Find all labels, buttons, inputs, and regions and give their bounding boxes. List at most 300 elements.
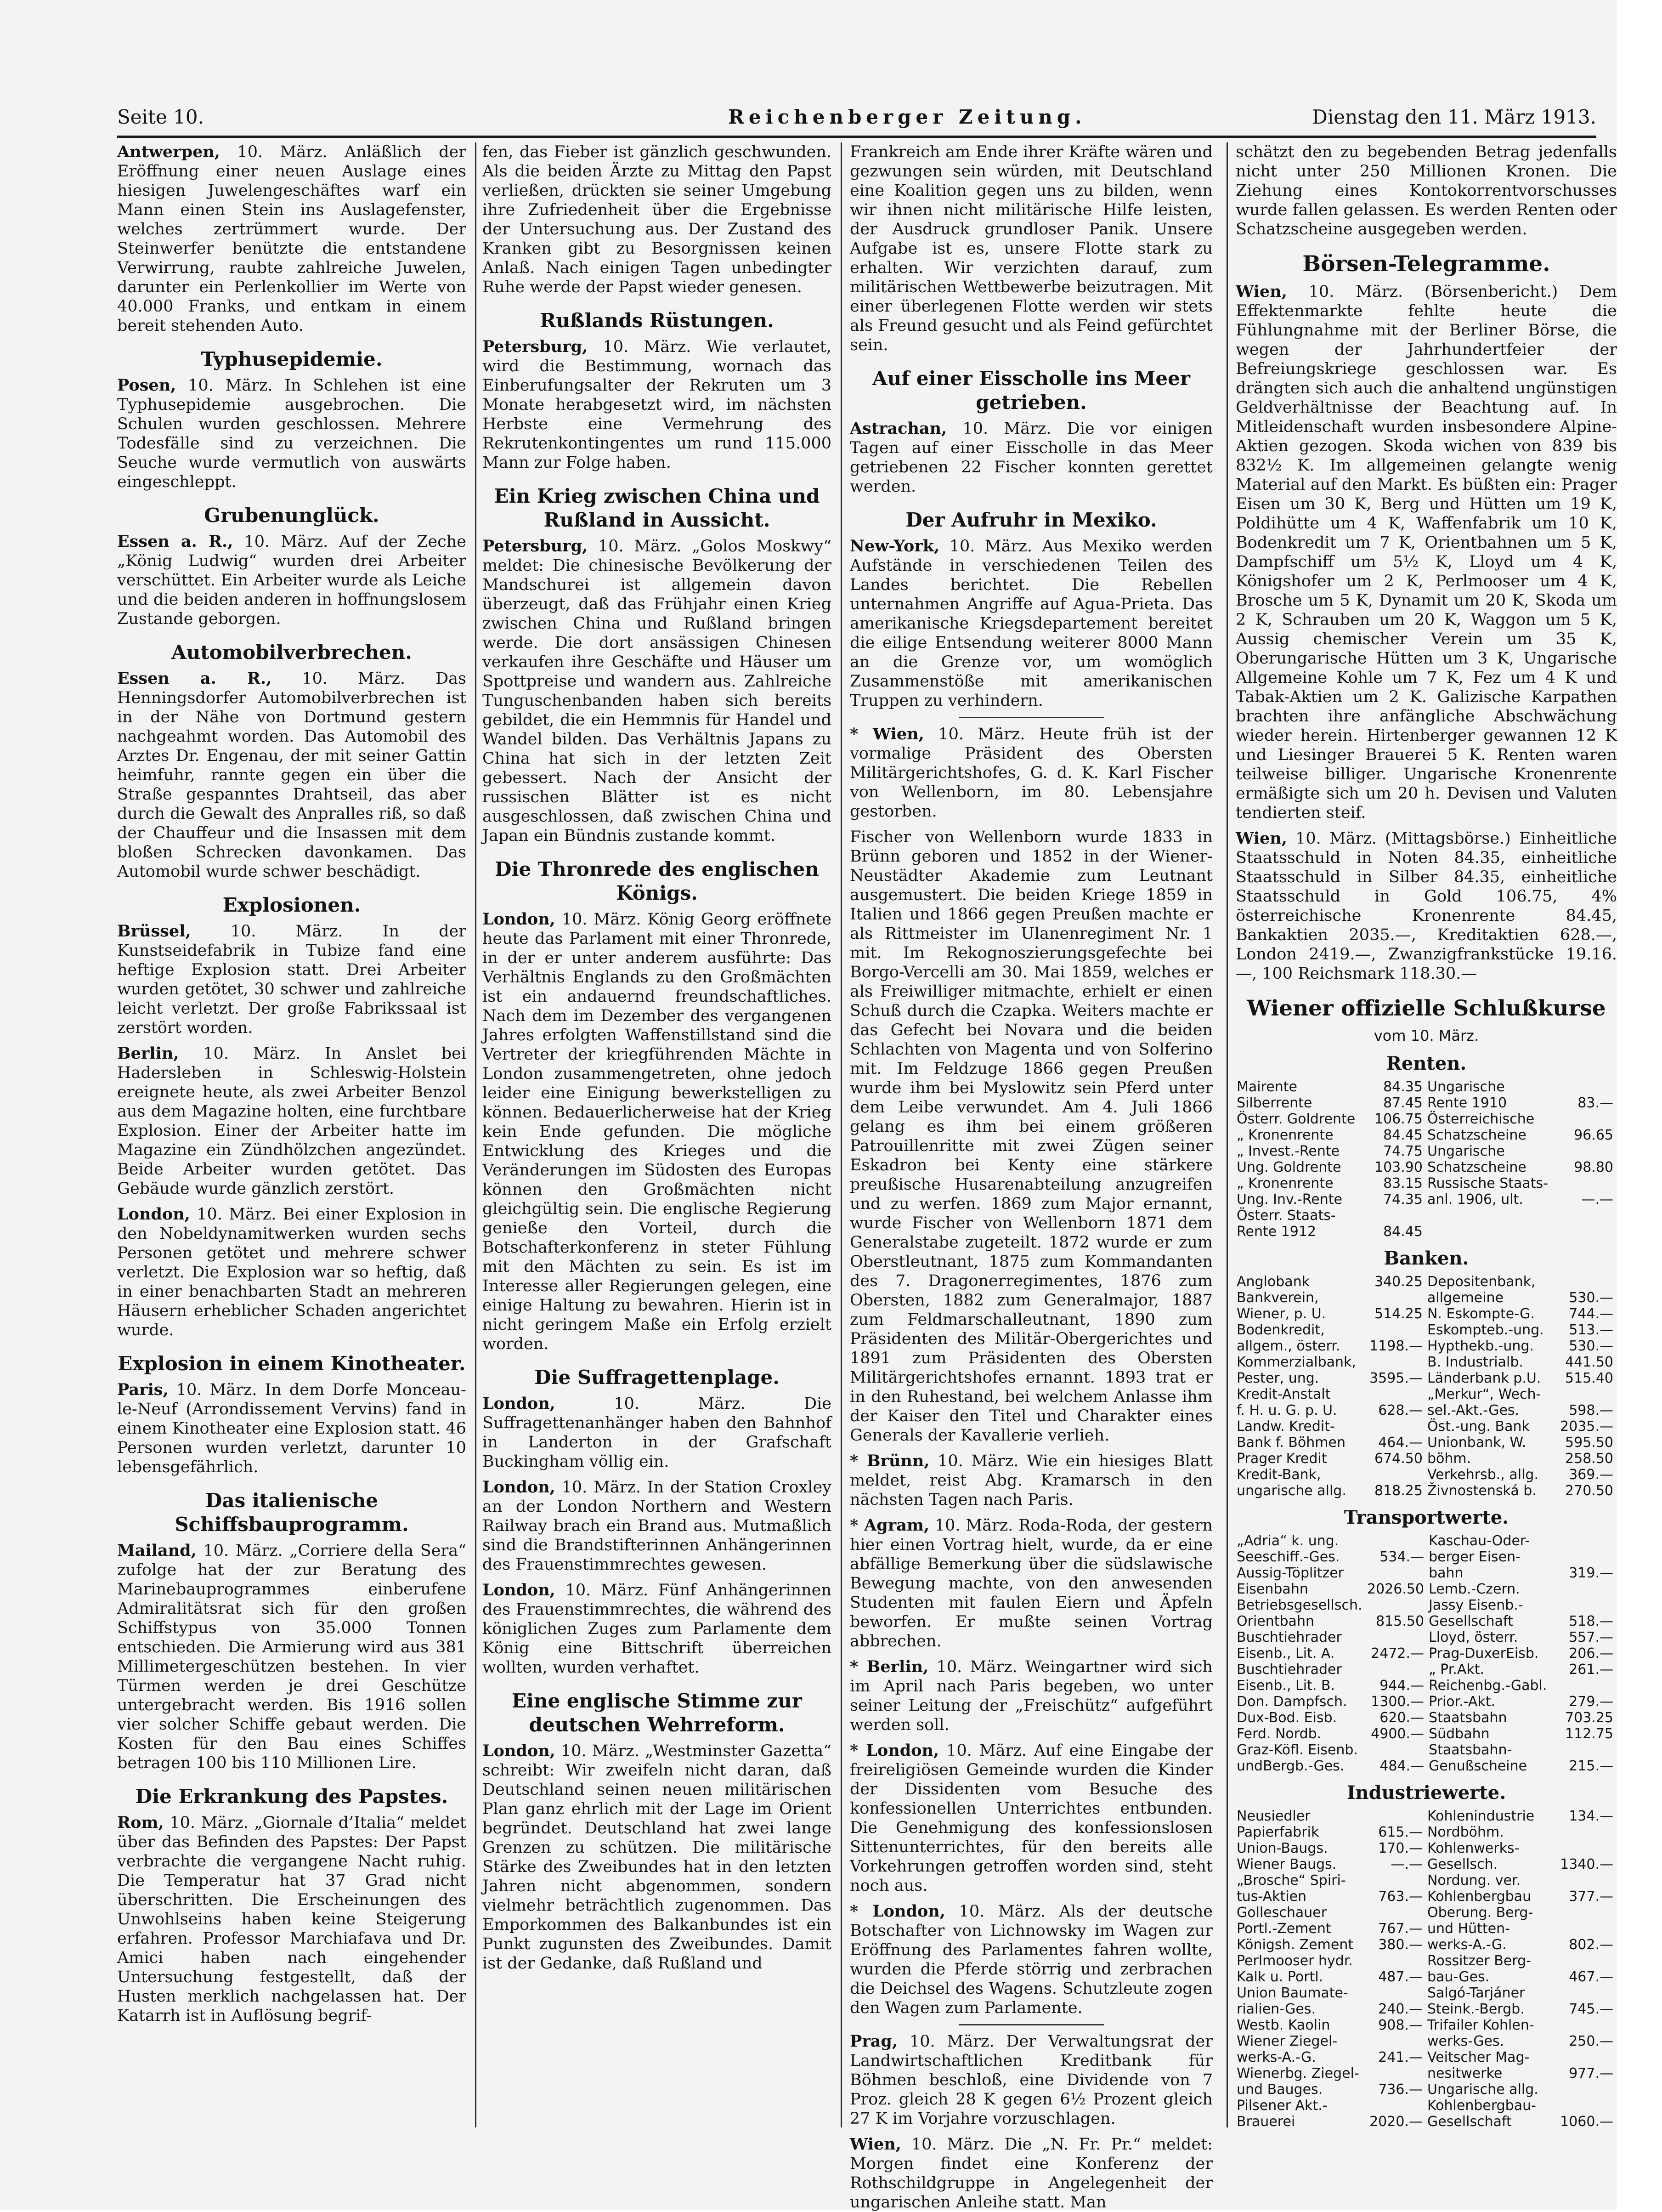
table-row (1236, 1581, 1617, 1597)
table-row (1236, 1338, 1617, 1354)
security-name: bau-Ges. (1427, 1969, 1490, 1985)
security-price (1552, 2017, 1617, 2033)
security-name: Union-Baugs. (1237, 1840, 1328, 1856)
table-row (1236, 1483, 1617, 1499)
security-price (1362, 1467, 1426, 1483)
security-name: „Brosche“ Spiri- (1237, 1872, 1346, 1889)
article-heading: Auf einer Eisscholle ins Meer getrieben. (872, 367, 1190, 414)
security-name: Prager Kredit (1237, 1451, 1327, 1467)
table-row (1236, 1937, 1617, 1953)
security-name: Neusiedler (1237, 1808, 1311, 1824)
column-divider (1227, 142, 1228, 2127)
security-price: —.— (1581, 1191, 1613, 1208)
security-name: Prag-DuxerEisb. (1429, 1645, 1539, 1662)
table-row (1236, 1629, 1617, 1645)
security-price: 674.50 (1374, 1451, 1423, 1467)
security-price (1552, 2098, 1617, 2114)
security-name: Eskompteb.-ung. (1427, 1322, 1544, 1338)
security-name: böhm. (1427, 1451, 1471, 1467)
article-paragraph (482, 910, 831, 1354)
security-name: Eisenbahn (1237, 1581, 1308, 1597)
security-price (1362, 1985, 1426, 2001)
security-price: 703.25 (1565, 1710, 1613, 1726)
security-price: 514.25 (1374, 1306, 1423, 1322)
table-row (1236, 1435, 1617, 1451)
article-paragraph (850, 142, 1213, 355)
security-name: Kaschau-Oder- (1429, 1533, 1530, 1549)
table-row (1236, 1127, 1617, 1143)
security-name: Union Baumate- (1237, 1985, 1348, 2001)
security-price: 763.— (1378, 1889, 1423, 1905)
article-text: 10. März. Die „N. Fr. Pr.“ meldet: Morgen findet eine Konferenz der Rothschildgruppe in Angelegenheit der ungarischen Anleihe statt. Man (850, 2135, 1213, 2212)
security-price (1552, 1824, 1617, 1840)
security-price: 2020.— (1369, 2114, 1423, 2130)
table-row (1236, 1290, 1617, 1306)
table-row (1236, 1175, 1617, 1191)
security-price (1362, 1808, 1426, 1824)
dateline-place: London, (117, 1205, 190, 1224)
section-separator (959, 717, 1104, 718)
dateline-place: Prag, (850, 2032, 898, 2051)
security-name: Ung. Goldrente (1237, 1159, 1341, 1175)
article-heading: Das italienische Schiffsbauprogramm. (175, 1489, 409, 1536)
security-name: Pilsener Akt.- (1237, 2098, 1328, 2114)
table-row (1236, 1905, 1617, 1921)
security-price (1552, 1840, 1617, 1856)
article-paragraph (850, 419, 1213, 496)
security-price: 250.— (1569, 2033, 1613, 2049)
table-row (1236, 1159, 1617, 1175)
security-name: Rente 1910 (1427, 1095, 1507, 1111)
masthead (117, 103, 1596, 131)
article-paragraph (850, 2032, 1213, 2128)
security-price: 240.— (1378, 2001, 1423, 2017)
security-price (1362, 1418, 1426, 1435)
dateline-place: Wien, (850, 2135, 901, 2154)
dateline-place: Mailand, (117, 1541, 197, 1560)
security-price: 74.75 (1383, 1143, 1423, 1159)
security-price (1552, 1953, 1617, 1969)
security-name: Rente 1912 (1237, 1224, 1317, 1240)
article-paragraph (482, 537, 831, 845)
table-row (1236, 1306, 1617, 1322)
security-name: Länderbank p.U. (1427, 1370, 1541, 1386)
security-name: undBergb.-Ges. (1237, 1758, 1345, 1774)
article-paragraph (117, 669, 466, 881)
table-row (1236, 1678, 1617, 1694)
security-name: „ Pr.Akt. (1429, 1662, 1485, 1678)
security-name: und Hütten- (1427, 1921, 1510, 1937)
security-price: 908.— (1378, 2017, 1423, 2033)
security-name: „Merkur“, Wech- (1427, 1386, 1541, 1402)
table-row (1236, 1370, 1617, 1386)
page-number: Seite 10. (117, 106, 204, 128)
article-text: 10. März. In Anslet bei Hadersleben in Schleswig-Holstein ereignete heute, als zwei Arbeiter Benzol aus dem Magazine holten, eine furchtbare Explosion. Einer der Arbeiter hatte im Magazine ein Zündhölzchen angezündet. Beide Arbeiter wurden getötet. Das Gebäude wurde gänzlich zerstört. (117, 1044, 466, 1198)
article-heading: Explosion in einem Kinotheater. (118, 1352, 466, 1375)
security-name: Živnostenská b. (1427, 1483, 1537, 1499)
security-name: Anglobank (1237, 1274, 1310, 1290)
security-name: ungarische allg. (1237, 1483, 1346, 1499)
security-name: Aussig-Töplitzer (1237, 1565, 1344, 1581)
column-2 (482, 142, 831, 2127)
security-name: Don. Dampfsch. (1237, 1694, 1347, 1710)
article-paragraph (117, 1541, 466, 1773)
article-paragraph (117, 1044, 466, 1198)
security-name: Buschtiehrader (1237, 1629, 1342, 1645)
security-price (1362, 2098, 1426, 2114)
security-name: Oberung. Berg- (1427, 1905, 1533, 1921)
security-name: Kohlenwerks- (1427, 1840, 1520, 1856)
security-name: Königsh. Zement (1237, 1937, 1354, 1953)
security-name: Wiener Ziegel- (1237, 2033, 1338, 2049)
article-paragraph (850, 1516, 1213, 1651)
security-price (1552, 2049, 1617, 2065)
security-price (1552, 1274, 1617, 1290)
article-paragraph (1236, 282, 1617, 822)
security-price: 628.— (1378, 1402, 1423, 1418)
table-row (1236, 1710, 1617, 1726)
table-row (1236, 1224, 1617, 1240)
table-row (1236, 1985, 1617, 2001)
table-row (1236, 1079, 1617, 1095)
security-price: 3595.— (1369, 1370, 1423, 1386)
newspaper-title: Reichenberger Zeitung. (728, 106, 1086, 128)
table-row (1236, 1613, 1617, 1629)
article-paragraph (117, 142, 466, 335)
security-price: 515.40 (1565, 1370, 1613, 1386)
security-name: allgemeine (1427, 1290, 1504, 1306)
security-name: Öst.-ung. Bank (1427, 1418, 1530, 1435)
security-name: Perlmooser hydr. (1237, 1953, 1353, 1969)
security-name: Ungarische (1427, 1143, 1505, 1159)
table-row (1236, 1662, 1617, 1678)
security-price (1552, 2082, 1617, 2098)
security-price (1553, 1742, 1617, 1758)
table-row (1236, 1953, 1617, 1969)
security-name (1426, 1224, 1552, 1240)
security-name: Bank f. Böhmen (1237, 1435, 1345, 1451)
security-price: 487.— (1378, 1969, 1423, 1985)
security-price: 258.50 (1565, 1451, 1613, 1467)
article-text: 10. März. Aus Mexiko werden Aufstände in verschiedenen Teilen des Landes berichtet. Die Rebellen unternahmen Angriffe auf Agua-Prieta. Das amerikanische Kriegsdepartement bereitet die eilige Entsendung weiterer 8000 Mann an die Grenze vor, um womöglich Zusammenstöße mit amerikanischen Truppen zu verhindern. (850, 537, 1213, 710)
security-name: allgem., österr. (1237, 1338, 1340, 1354)
security-price: 380.— (1378, 1937, 1423, 1953)
table-row (1236, 1694, 1617, 1710)
article-text: 10. März. „Golos Moskwy“ meldet: Die chinesische Bevölkerung der Mandschurei ist allgemein davon überzeugt, daß das Frühjahr einen Krieg zwischen China und Rußland bringen werde. Die dort ansässigen Chinesen verkaufen ihre Geschäfte und Häuser um Spottpreise und wandern aus. Zahlreiche Tunguschenbanden haben sich bereits gebildet, die ein Hemmnis für Handel und Wandel bilden. Das Verhältnis Japans zu China hat sich in der letzten Zeit gebessert. Nach der Ansicht der russischen Blätter ist es nicht ausgeschlossen, daß zwischen China und Japan ein Bündnis zustande kommt. (482, 537, 831, 845)
security-price: 84.45 (1383, 1127, 1423, 1143)
table-row (1236, 1565, 1617, 1581)
security-name: Staatsbahn- (1429, 1742, 1512, 1758)
security-name: Kredit-Anstalt (1237, 1386, 1331, 1402)
security-name: Gesellschaft (1427, 2114, 1512, 2130)
article-heading: Der Aufruhr in Mexiko. (905, 509, 1157, 531)
security-name: Jassy Eisenb.- (1429, 1597, 1523, 1613)
article-heading: Rußlands Rüstungen. (540, 309, 774, 332)
table-row (1236, 1645, 1617, 1662)
article-paragraph (850, 828, 1213, 1445)
article-heading: Die Thronrede des englischen Königs. (495, 858, 819, 904)
table-row (1236, 1191, 1617, 1208)
dateline-place: * Brünn, (850, 1452, 930, 1470)
table-row (1236, 1111, 1617, 1127)
dateline-place: Essen a. R., (117, 532, 233, 551)
dateline-place: London, (482, 910, 555, 929)
quotes-table (1236, 1533, 1617, 1774)
quotes-table (1236, 1274, 1617, 1499)
dateline-place: Paris, (117, 1380, 169, 1399)
security-price: 518.— (1569, 1613, 1613, 1629)
security-price: 87.45 (1383, 1095, 1423, 1111)
dateline-place: Essen a. R., (117, 669, 272, 688)
security-name: Papierfabrik (1237, 1824, 1319, 1840)
security-name: Depositenbank, (1427, 1274, 1536, 1290)
security-name: Österr. Goldrente (1237, 1111, 1356, 1127)
security-price: 2035.— (1560, 1418, 1613, 1435)
security-name: Verkehrsb., allg. (1427, 1467, 1538, 1483)
article-text: 10. März. In der Kunstseidefabrik in Tubize fand eine heftige Explosion statt. Drei Arbeiter wurden getötet, 30 schwer und zahlreiche leicht verletzt. Der große Fabrikssaal ist zerstört worden. (117, 922, 466, 1037)
security-price: 112.75 (1565, 1726, 1613, 1742)
security-name: Golleschauer (1237, 1905, 1327, 1921)
security-name: Silberrente (1237, 1095, 1312, 1111)
table-row (1236, 2082, 1617, 2098)
security-price: 215.— (1569, 1758, 1613, 1774)
security-price: 206.— (1569, 1645, 1613, 1662)
security-price: 620.— (1379, 1710, 1425, 1726)
dateline-place: Antwerpen, (117, 142, 220, 161)
security-name: Pester, ung. (1237, 1370, 1319, 1386)
security-name: tus-Aktien (1237, 1889, 1307, 1905)
security-price: 557.— (1569, 1629, 1613, 1645)
security-name: und Bauges. (1237, 2082, 1323, 2098)
security-name: Kohlenbergbau- (1427, 2098, 1536, 2114)
security-name: Bankverein, (1237, 1290, 1319, 1306)
article-text: schätzt den zu begebenden Betrag jedenfalls nicht unter 250 Millionen Kronen. Die Ziehung eines Kontokorrentvorschusses wurde fallen gelassen. Es werden Renten oder Schatzscheine ausgegeben werden. (1236, 143, 1617, 238)
security-name: Ferd. Nordb. (1237, 1726, 1322, 1742)
dateline-place: Brüssel, (117, 922, 191, 941)
article-paragraph (850, 1741, 1213, 1895)
security-name: Südbahn (1429, 1726, 1490, 1742)
security-name: nesitwerke (1427, 2065, 1503, 2082)
security-price: 767.— (1378, 1921, 1423, 1937)
table-date-line: vom 10. März. (1374, 1027, 1479, 1044)
security-name: Graz-Köfl. Eisenb. (1237, 1742, 1358, 1758)
security-name: Ungarische (1427, 1079, 1505, 1095)
security-name: Steink.-Bergb. (1427, 2001, 1525, 2017)
table-section-heading: Renten. (1386, 1053, 1467, 1074)
security-name: Bodenkredit, (1237, 1322, 1325, 1338)
article-text: 10. März. Der Verwaltungsrat der Landwirtschaftlichen Kreditbank für Böhmen beschloß, eine Dividende von 7 Proz. gleich 28 K gegen 6½ Prozent gleich 27 K im Vorjahre vorzuschlagen. (850, 2032, 1213, 2128)
security-name: werks-Ges. (1427, 2033, 1504, 2049)
table-row (1236, 1095, 1617, 1111)
dateline-place: Rom, (117, 1813, 164, 1832)
security-price (1552, 1079, 1617, 1095)
article-paragraph (482, 142, 831, 297)
security-price: 74.35 (1383, 1191, 1423, 1208)
security-price: 270.50 (1565, 1483, 1613, 1499)
dateline-place: Petersburg, (482, 337, 588, 356)
article-text: 10. März. In Schlehen ist eine Typhusepidemie ausgebrochen. Die Schulen wurden geschlossen. Mehrere Todesfälle sind zu verzeichnen. Die Seuche wurde vermutlich von auswärts eingeschleppt. (117, 376, 466, 491)
dateline-place: New-York, (850, 537, 940, 556)
security-price: 241.— (1378, 2049, 1423, 2065)
article-text: 10. März. Wie verlautet, wird die Bestimmung, wornach das Einberufungsalter der Rekruten um 3 Monate herabgesetzt wird, im nächsten Herbste eine Vermehrung des Rekrutenkontingentes um rund 115.000 Mann zur Folge haben. (482, 338, 831, 472)
security-price: 534.— (1379, 1549, 1425, 1565)
security-price: 464.— (1378, 1435, 1423, 1451)
security-name: Ung. Inv.-Rente (1237, 1191, 1342, 1208)
security-price: 103.90 (1374, 1159, 1423, 1175)
article-paragraph (850, 725, 1213, 821)
article-paragraph (850, 1902, 1213, 2018)
table-row (1236, 2001, 1617, 2017)
column-3 (850, 142, 1213, 2212)
article-text: 10. März. „Westminster Gazetta“ schreibt: Wir zweifeln nicht daran, daß Deutschland seinen neuen militärischen Plan ganz ehrlich mit der Lage im Orient begründet. Deutschland hat zwei lange Grenzen zu schützen. Die militärische Stärke des Zweibundes hat in den letzten Jahren nicht abgenommen, sondern vielmehr beträchtlich zugenommen. Das Emporkommen des Balkanbundes ist ein Punkt zugunsten des Zweibundes. Damit ist der Gedanke, daß Rußland und (482, 1742, 831, 1973)
security-price (1362, 1290, 1426, 1306)
security-price: 944.— (1379, 1678, 1425, 1694)
table-row (1236, 1840, 1617, 1856)
dateline-place: Wien, (1236, 282, 1287, 301)
table-row (1236, 1824, 1617, 1840)
security-name: „ Kronenrente (1237, 1127, 1334, 1143)
security-price: 4900.— (1371, 1726, 1425, 1742)
security-name: Lemb.-Czern. (1429, 1581, 1520, 1597)
table-row (1236, 1889, 1617, 1905)
article-heading: Die Suffragettenplage. (534, 1366, 780, 1389)
security-price (1553, 1597, 1617, 1613)
quotes-table (1236, 1808, 1617, 2130)
security-price: 530.— (1569, 1290, 1613, 1306)
table-row (1236, 1597, 1617, 1613)
security-name: Buschtiehrader (1237, 1662, 1342, 1678)
security-price: 1198.— (1369, 1338, 1423, 1354)
table-row (1236, 1921, 1617, 1937)
security-name: Orientbahn (1237, 1613, 1314, 1629)
security-name: Betriebsgesellsch. (1237, 1597, 1362, 1613)
article-text: 10. März. Heute früh ist der vormalige Präsident des Obersten Militärgerichtshofes, G. d. K. Karl Fischer von Wellenborn, im 80. Lebensjahre gestorben. (850, 725, 1213, 821)
article-text: 10. März. Das Henningsdorfer Automobilverbrechen ist in der Nähe von Dortmund gestern nachgeahmt worden. Das Automobil des Arztes Dr. Engenau, der mit seiner Gattin heimfuhr, rannte gegen ein über die Straße gespanntes Drahtseil, das aber durch die Gewalt des Anpralles riß, so daß der Chauffeur und die Insassen mit dem bloßen Schrecken davonkamen. Das Automobil wurde schwer beschädigt. (117, 669, 466, 881)
security-name: Trifailer Kohlen- (1427, 2017, 1534, 2033)
article-heading: Wiener offizielle Schlußkurse (1247, 996, 1606, 1021)
article-text: 10. März. Die vor einigen Tagen auf einer Eisscholle in das Meer getriebenen 22 Fischer konnten gerettet werden. (850, 420, 1213, 496)
security-price (1553, 1581, 1617, 1597)
security-name: Dux-Bod. Eisb. (1237, 1710, 1337, 1726)
security-price: 802.— (1569, 1937, 1613, 1953)
table-row (1236, 1467, 1617, 1483)
dateline-place: London, (482, 1581, 555, 1599)
security-name: Eisenb., Lit. B. (1237, 1678, 1335, 1694)
article-paragraph (1236, 829, 1617, 983)
security-name: werks-A.-G. (1237, 2049, 1316, 2065)
security-name: Rossitzer Berg- (1427, 1953, 1531, 1969)
dateline-place: London, (482, 1478, 555, 1497)
table-row (1236, 2098, 1617, 2114)
security-price: 745.— (1569, 2001, 1613, 2017)
security-price: 83.15 (1383, 1175, 1423, 1191)
column-1 (117, 142, 466, 2127)
security-price: 319.— (1569, 1565, 1613, 1581)
security-name: „ Kronenrente (1237, 1175, 1334, 1191)
security-name: Staatsbahn (1429, 1710, 1507, 1726)
security-price: 1300.— (1371, 1694, 1425, 1710)
table-row (1236, 2033, 1617, 2049)
security-price: 170.— (1378, 1840, 1423, 1856)
table-row (1236, 1758, 1617, 1774)
article-paragraph (482, 1394, 831, 1471)
table-row (1236, 1402, 1617, 1418)
article-text: 10. März. (Börsenbericht.) Dem Effektenmarkte fehlte heute die Fühlungnahme mit der Berliner Börse, die wegen der Jahrhundertfeier der Befreiungskriege geschlossen war. Es drängten sich auch die anhaltend ungünstigen Geldverhältnisse der Beachtung auf. In Mitleidenschaft wurden insbesondere Alpine-Aktien gezogen. Skoda wichen von 839 bis 832½ K. Im allgemeinen gelangte wenig Material auf den Markt. Es büßten ein: Prager Eisen um 30 K, Berg und Hütten um 19 K, Poldihütte um 4 K, Waffenfabrik um 10 K, Bodenkredit um 7 K, Orientbahnen um 5 K, Dampfschiff um 5½ K, Lloyd um 4 K, Königshofer um 2 K, Perlmooser um 4 K, Brosche um 5 K, Dynamit um 20 K, Skoda um 2 K, Schrauben um 20 K, Waggon um 5 K, Aussig chemischer Verein um 35 K, Oberungarische Hütten um 3 K, Ungarische Allgemeine Kohle um 7 K, Fez um 4 K und Tabak-Aktien um 2 K. Galizische Karpathen brachten ihre anfängliche Abschwächung wieder herein. Hirtenberger gewannen 12 K und Liesinger Brauerei 5 K. Renten waren teilweise billiger. Ungarische Kronenrente ermäßigte sich um 20 h. Devisen und Valuten tendierten steif. (1236, 283, 1617, 822)
security-name: bahn (1429, 1565, 1464, 1581)
article-text: 10. März. Anläßlich der Eröffnung einer neuen Auslage eines hiesigen Juwelengeschäftes warf ein Mann einen Stein ins Auslagefenster, welches zertrümmert wurde. Der Steinwerfer benützte die entstandene Verwirrung, raubte zahlreiche Juwelen, darunter ein Perlenkollier im Werte von 40.000 Franks, und entkam in einem bereit stehenden Auto. (117, 143, 466, 335)
security-price: 744.— (1569, 1306, 1613, 1322)
security-name: Kohlenbergbau (1427, 1889, 1532, 1905)
article-text: 10. März. „Corriere della Sera“ zufolge hat der zur Beratung des Marinebauprogrammes einberufene Admiralitätsrat sich für den großen Schiffstypus von 35.000 Tonnen entschieden. Die Armierung wird aus 381 Millimetergeschützen bestehen. In vier Türmen werden je drei Geschütze untergebracht werden. Bis 1916 sollen vier solcher Schiffe gebaut werden. Die Kosten für den Bau eines Schiffes betragen 100 bis 110 Millionen Lire. (117, 1542, 466, 1772)
security-name: Nordung. ver. (1427, 1872, 1521, 1889)
article-paragraph (117, 922, 466, 1038)
table-row (1236, 2049, 1617, 2065)
security-price (1552, 1208, 1617, 1224)
security-name: Lloyd, österr. (1429, 1629, 1518, 1645)
security-price: 441.50 (1565, 1354, 1613, 1370)
dateline-place: Wien, (1236, 829, 1287, 848)
security-name: Veitscher Mag- (1427, 2049, 1530, 2065)
article-heading: Automobilverbrechen. (171, 641, 412, 664)
security-price (1552, 1111, 1617, 1127)
dateline-place: London, (482, 1394, 555, 1413)
table-row (1236, 1856, 1617, 1872)
table-row (1236, 1274, 1617, 1290)
article-text: 10. März. König Georg eröffnete heute das Parlament mit einer Thronrede, in der er unter anderem ausführte: Das Verhältnis Englands zu den Großmächten ist ein andauernd freundschaftliches. Nach dem im Dezember des vergangenen Jahres erfolgten Waffenstillstand sind die Vertreter der kriegführenden Mächte in London zusammengetreten, ohne jedoch leider eine Einigung bewerkstelligen zu können. Bedauerlicherweise hat der Krieg kein Ende gefunden. Die mögliche Entwicklung des Krieges und die Veränderungen im Südosten des Europas können den Großmächten nicht gleichgültig sein. Die englische Regierung genieße den Vorteil, durch die Botschafterkonferenz in steter Fühlung mit den Mächten zu sein. Es ist im Interesse aller Regierungen gelegen, eine einige Haltung zu bewahren. Hierin ist in nicht geringem Maße ein Erfolg erzielt worden. (482, 910, 831, 1353)
table-row (1236, 1208, 1617, 1224)
masthead-rule (117, 136, 1596, 138)
security-price: 818.25 (1374, 1483, 1423, 1499)
article-text: 10. März. Wie ein hiesiges Blatt meldet, reist Abg. Kramarsch in den nächsten Tagen nach Paris. (850, 1452, 1213, 1509)
table-row (1236, 1354, 1617, 1370)
security-price: 977.— (1569, 2065, 1613, 2082)
security-price: 84.45 (1383, 1224, 1423, 1240)
article-paragraph (117, 1205, 466, 1340)
article-text: 10. März. Die Suffragettenanhänger haben den Bahnhof in Landerton in der Grafschaft Buckingham völlig ein. (482, 1395, 831, 1471)
article-paragraph (850, 1452, 1213, 1509)
quotes-table (1236, 1079, 1617, 1240)
page-edge-margin (1617, 0, 1662, 2210)
security-name: Landw. Kredit- (1237, 1418, 1335, 1435)
security-price (1552, 1386, 1617, 1402)
security-price: 84.35 (1383, 1079, 1423, 1095)
security-price (1362, 1208, 1426, 1224)
table-section-heading: Transportwerte. (1344, 1507, 1509, 1528)
security-price: 279.— (1569, 1694, 1613, 1710)
security-price: 106.75 (1374, 1111, 1423, 1127)
table-row (1236, 1143, 1617, 1159)
security-price (1363, 1662, 1428, 1678)
column-divider (475, 142, 476, 2127)
security-name: Russische Staats- (1427, 1175, 1549, 1191)
article-text: 10. März. „Giornale d’Italia“ meldet über das Befinden des Papstes: Der Papst verbrachte die vergangene Nacht ruhig. Die Temperatur hat 37 Grad nicht überschritten. Die Erscheinungen des Unwohlseins haben keine Steigerung erfahren. Professor Marchiafava und Dr. Amici haben nach eingehender Untersuchung festgestellt, daß der Husten merklich nachgelassen hat. Der Katarrh ist in Auflösung begrif- (117, 1814, 466, 2025)
article-text: Fischer von Wellenborn wurde 1833 in Brünn geboren und 1852 in der Wiener-Neustädter Akademie zum Leutnant ausgemustert. Die beiden Kriege 1859 in Italien und 1866 gegen Preußen machte er als Rittmeister im Ulanenregiment Nr. 1 mit. Im Rekognoszierungsgefechte bei Borgo-Vercelli am 30. Mai 1859, welches er als Freiwilliger mitmachte, erhielt er einen Schuß durch die Czapka. Weiters machte er das Gefecht bei Novara und die beiden Schlachten von Magenta und von Solferino mit. Im Feldzuge 1866 gegen Preußen wurde ihm bei Myslowitz sein Pferd unter dem Leibe verwundet. Am 4. Juli 1866 gelang es ihm bei einem größeren Patrouillenritte mit zwei Zügen seiner Eskadron bei Kenty eine stärkere preußische Husarenabteilung anzugreifen und zu werfen. 1869 zum Major ernannt, wurde Fischer von Wellenborn 1871 dem Generalstabe zugeteilt. 1872 wurde er zum Oberstleutnant, 1875 zum Kommandanten des 7. Dragonerregimentes, 1876 zum Obersten, 1882 zum Generalmajor, 1887 zum Feldmarschalleutnant, 1890 zum Präsidenten des Militär-Obergerichtes und 1891 zum Präsidenten des Obersten Militärgerichtshofes ernannt. 1893 trat er in den Ruhestand, bei welchem Anlasse ihm der Kaiser den Titel und Charakter eines Generals der Kavallerie verlieh. (850, 828, 1213, 1445)
column-4 (1236, 142, 1617, 2130)
article-text: 10. März. Bei einer Explosion in den Nobeldynamitwerken wurden sechs Personen getötet und mehrere schwer verletzt. Die Explosion war so heftig, daß in einer benachbarten Stadt an mehreren Häusern erheblicher Schaden angerichtet wurde. (117, 1205, 466, 1339)
security-name: Österr. Staats- (1237, 1208, 1336, 1224)
security-name: Wiener Baugs. (1237, 1856, 1337, 1872)
security-name: „Adria“ k. ung. (1237, 1533, 1339, 1549)
security-name: Westb. Kaolin (1237, 2017, 1330, 2033)
security-price: 530.— (1569, 1338, 1613, 1354)
security-name: Kommerzialbank, (1237, 1354, 1356, 1370)
table-row (1236, 1386, 1617, 1402)
security-name: Wienerbg. Ziegel- (1237, 2065, 1359, 2082)
dateline-place: * Berlin, (850, 1657, 929, 1676)
security-price: 467.— (1569, 1969, 1613, 1985)
table-row (1236, 1969, 1617, 1985)
security-price: 1340.— (1560, 1856, 1613, 1872)
